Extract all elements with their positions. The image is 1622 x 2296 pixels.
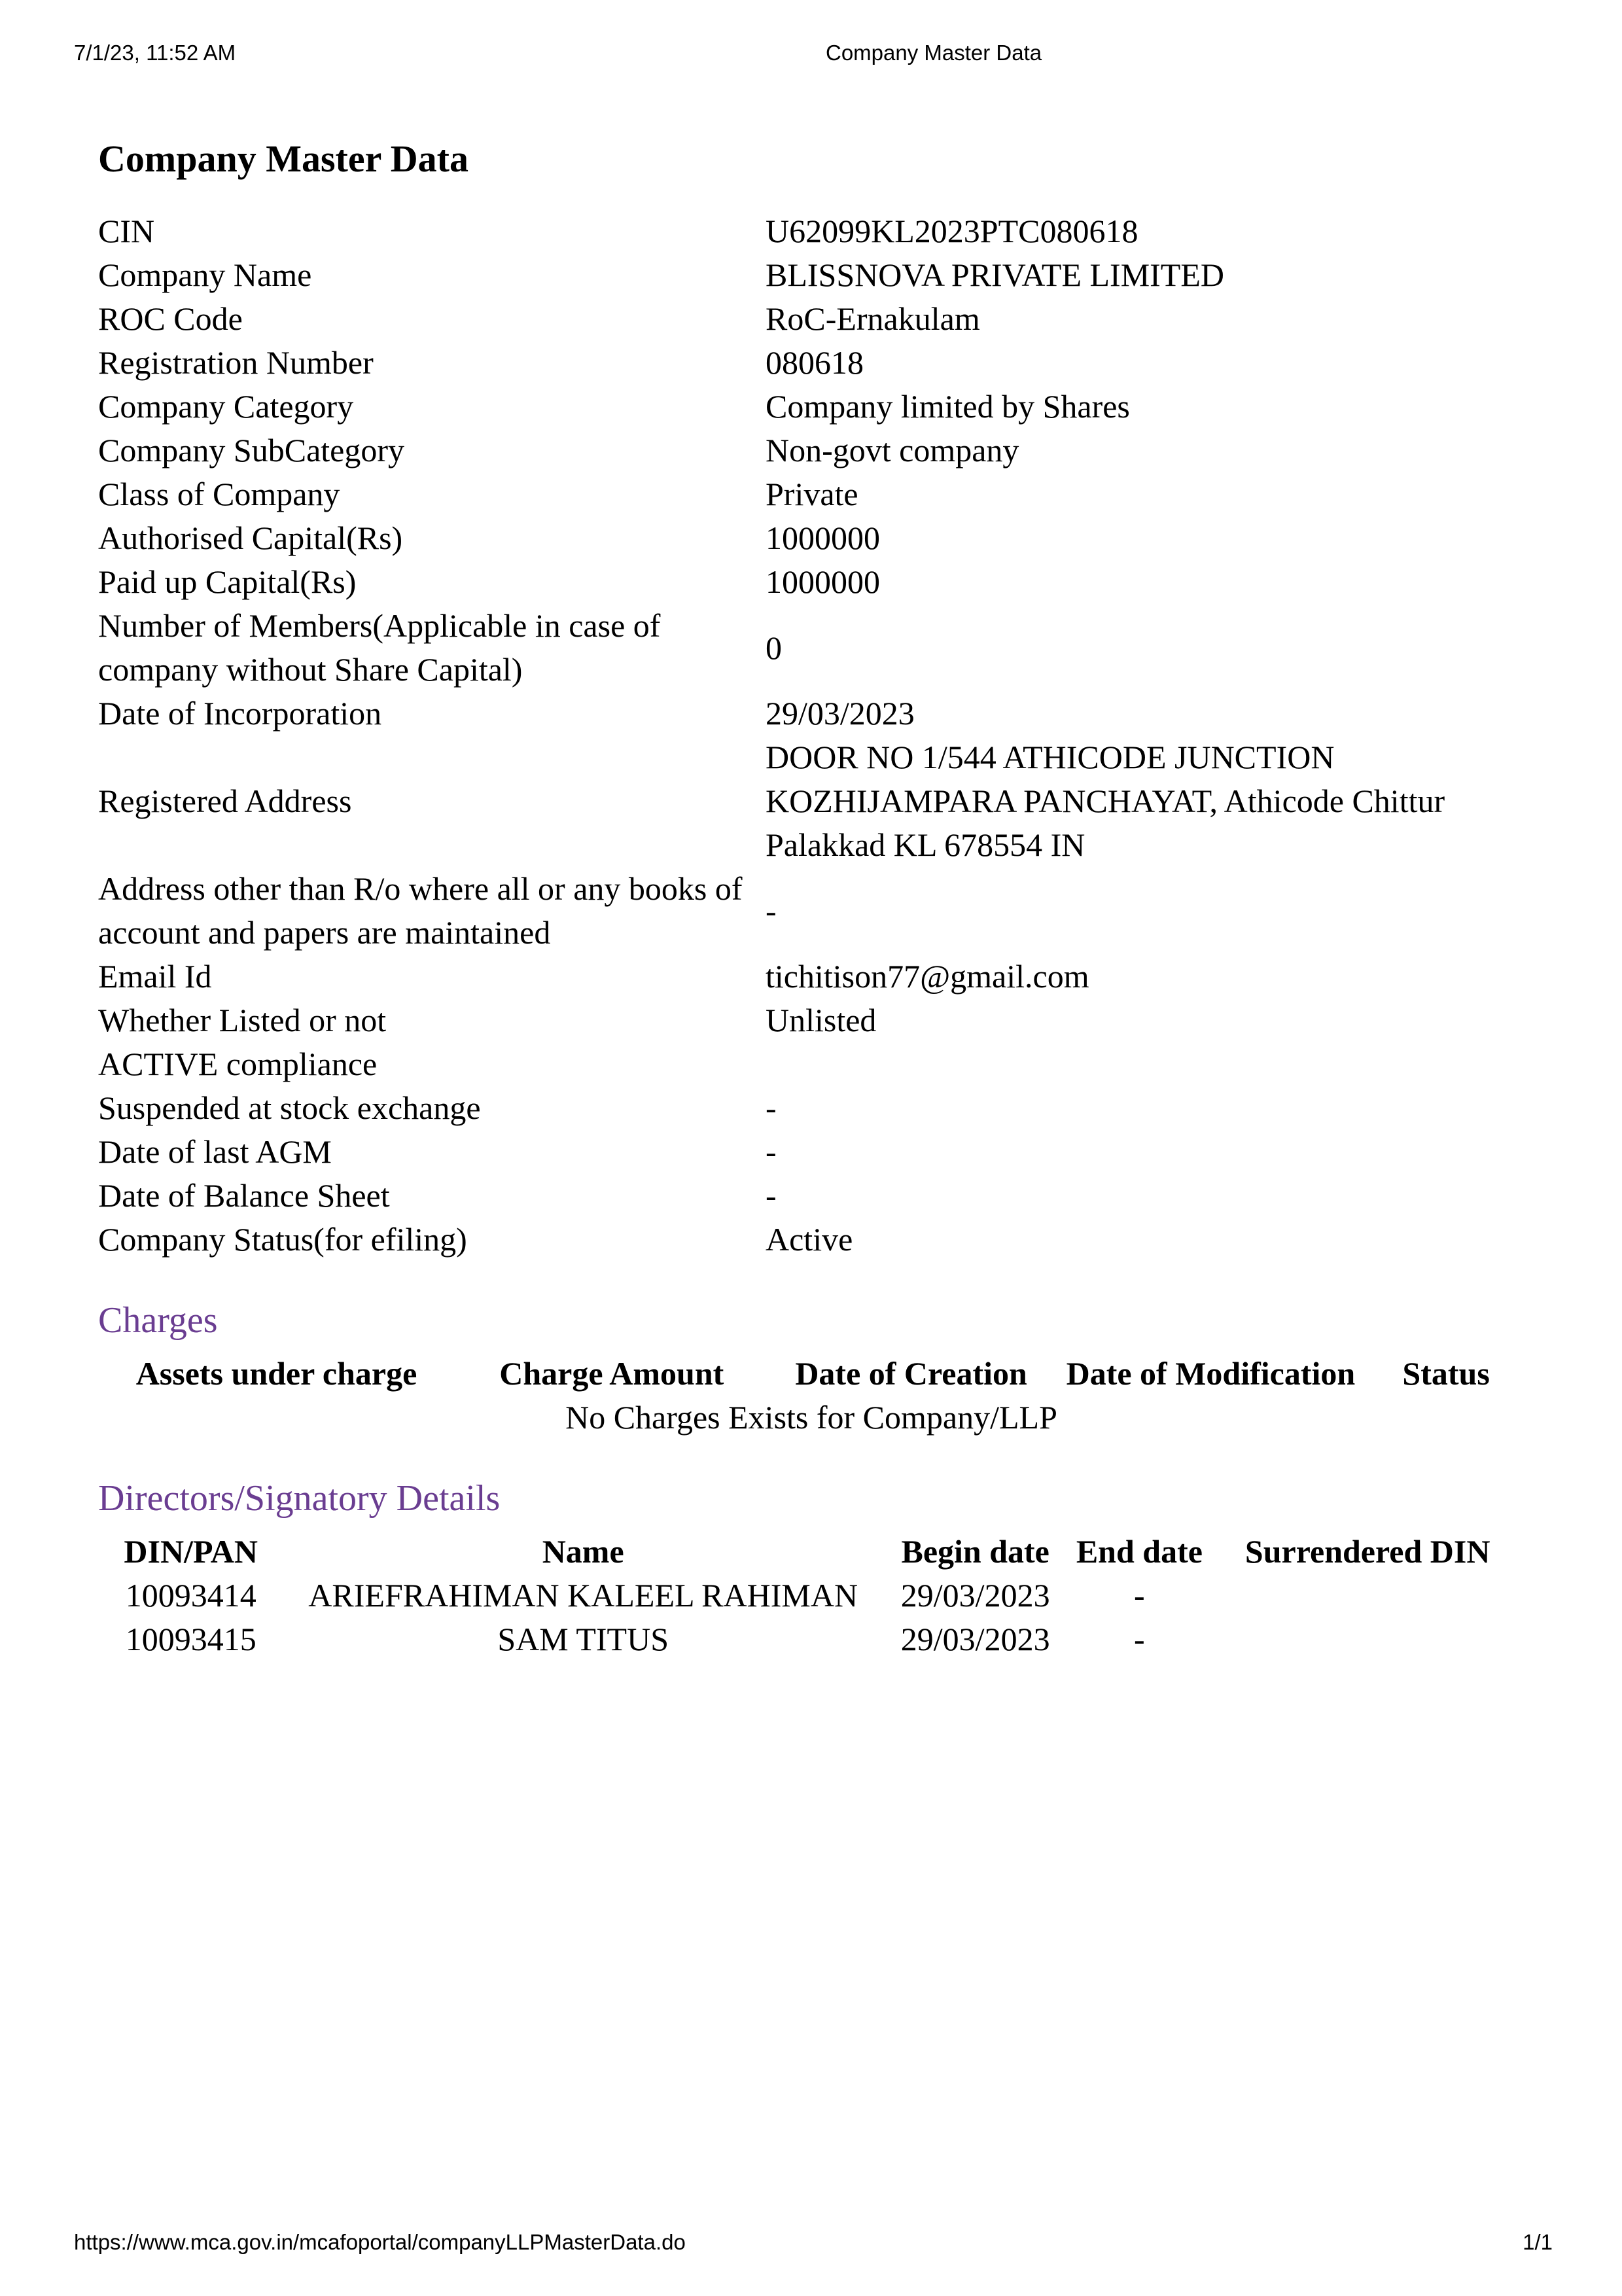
field-label: Registered Address [98, 783, 352, 819]
field-label: Email Id [98, 958, 212, 995]
charges-table [98, 1352, 1525, 1439]
field-label: Company Category [98, 388, 354, 425]
directors-column-header: Surrendered DIN [1244, 1533, 1490, 1570]
field-value: - [766, 1089, 777, 1126]
field-label: Company Name [98, 256, 312, 293]
table-row [98, 1086, 1525, 1130]
field-label: Company SubCategory [98, 432, 405, 468]
field-label: Company Status(for efiling) [98, 1221, 467, 1258]
charges-column-header: Assets under charge [135, 1355, 417, 1392]
begin-date-cell: 29/03/2023 [900, 1621, 1050, 1657]
table-row [98, 867, 1525, 955]
table-row [98, 1218, 1525, 1262]
charges-column-header: Date of Modification [1066, 1355, 1356, 1392]
field-label: Suspended at stock exchange [98, 1089, 481, 1126]
surrendered-din-cell [1210, 1617, 1525, 1661]
charges-column-header: Status [1402, 1355, 1490, 1392]
print-header-datetime: 7/1/23, 11:52 AM [74, 41, 236, 65]
director-row [98, 1617, 1525, 1661]
charges-column-header: Date of Creation [795, 1355, 1027, 1392]
field-value: Private [766, 476, 858, 512]
directors-heading: Directors/Signatory Details [98, 1478, 501, 1519]
field-value: DOOR NO 1/544 ATHICODE JUNCTION KOZHIJAMPARA PANCHAYAT, Athicode Chittur Palakkad KL 678554 IN [766, 739, 1445, 863]
field-label: Date of Balance Sheet [98, 1177, 390, 1214]
charges-empty-row [98, 1396, 1525, 1439]
document-content [98, 0, 1525, 1661]
field-label: ACTIVE compliance [98, 1046, 378, 1082]
field-value: Non-govt company [766, 432, 1019, 468]
field-value: 0 [766, 629, 782, 666]
table-row [98, 429, 1525, 472]
charges-header-row [98, 1352, 1525, 1396]
table-row [98, 1130, 1525, 1174]
name-cell: SAM TITUS [497, 1621, 669, 1657]
print-footer-page-number: 1/1 [1523, 2230, 1553, 2254]
field-value: Active [766, 1221, 853, 1258]
directors-column-header: Begin date [901, 1533, 1049, 1570]
name-cell: ARIEFRAHIMAN KALEEL RAHIMAN [308, 1577, 858, 1614]
directors-column-header: DIN/PAN [124, 1533, 258, 1570]
directors-column-header: Name [542, 1533, 624, 1570]
field-label: Class of Company [98, 476, 340, 512]
field-label: Date of last AGM [98, 1133, 332, 1170]
begin-date-cell: 29/03/2023 [900, 1577, 1050, 1614]
field-value: Unlisted [766, 1002, 877, 1038]
table-row [98, 560, 1525, 604]
print-header-title: Company Master Data [826, 41, 1042, 65]
field-value: RoC-Ernakulam [766, 300, 980, 337]
field-value: 1000000 [766, 563, 880, 600]
table-row [98, 297, 1525, 341]
table-row [98, 1174, 1525, 1218]
field-value email-value: tichitison77@gmail.com [766, 958, 1089, 995]
director-row [98, 1574, 1525, 1617]
directors-column-header: End date [1076, 1533, 1203, 1570]
surrendered-din-cell [1210, 1574, 1525, 1617]
table-row [98, 692, 1525, 735]
field-value: BLISSNOVA PRIVATE LIMITED [766, 256, 1225, 293]
table-row [98, 385, 1525, 429]
end-date-cell: - [1134, 1577, 1145, 1614]
din-pan-cell: 10093414 [125, 1577, 256, 1614]
directors-table [98, 1530, 1525, 1661]
table-row [98, 1042, 1525, 1086]
field-value: 1000000 [766, 520, 880, 556]
table-row [98, 516, 1525, 560]
field-label: Registration Number [98, 344, 374, 381]
field-value: Company limited by Shares [766, 388, 1130, 425]
master-data-table [98, 209, 1525, 1262]
table-row [98, 253, 1525, 297]
table-row [98, 472, 1525, 516]
end-date-cell: - [1134, 1621, 1145, 1657]
table-row [98, 341, 1525, 385]
din-pan-cell: 10093415 [125, 1621, 256, 1657]
field-value: - [766, 892, 777, 929]
table-row [98, 209, 1525, 253]
page-title: Company Master Data [98, 137, 468, 180]
table-row [98, 604, 1525, 692]
field-value: - [766, 1133, 777, 1170]
field-label: Authorised Capital(Rs) [98, 520, 403, 556]
field-label: ROC Code [98, 300, 243, 337]
charges-heading: Charges [98, 1300, 218, 1341]
charges-empty-message: No Charges Exists for Company/LLP [565, 1399, 1057, 1436]
table-row [98, 955, 1525, 998]
field-label: CIN [98, 213, 155, 249]
field-label: Whether Listed or not [98, 1002, 387, 1038]
field-label: Address other than R/o where all or any books of account and papers are maintained [98, 870, 743, 951]
field-value: 29/03/2023 [766, 695, 915, 732]
field-value: U62099KL2023PTC080618 [766, 213, 1138, 249]
print-footer [0, 2230, 1622, 2259]
field-value: - [766, 1177, 777, 1214]
directors-header-row [98, 1530, 1525, 1574]
table-row [98, 998, 1525, 1042]
field-value [766, 1042, 1525, 1086]
charges-column-header: Charge Amount [499, 1355, 724, 1392]
table-row [98, 735, 1525, 867]
field-value: 080618 [766, 344, 864, 381]
field-label: Number of Members(Applicable in case of company without Share Capital) [98, 607, 661, 688]
print-footer-url: https://www.mca.gov.in/mcafoportal/companyLLPMasterData.do [74, 2230, 686, 2254]
field-label: Paid up Capital(Rs) [98, 563, 357, 600]
field-label: Date of Incorporation [98, 695, 382, 732]
